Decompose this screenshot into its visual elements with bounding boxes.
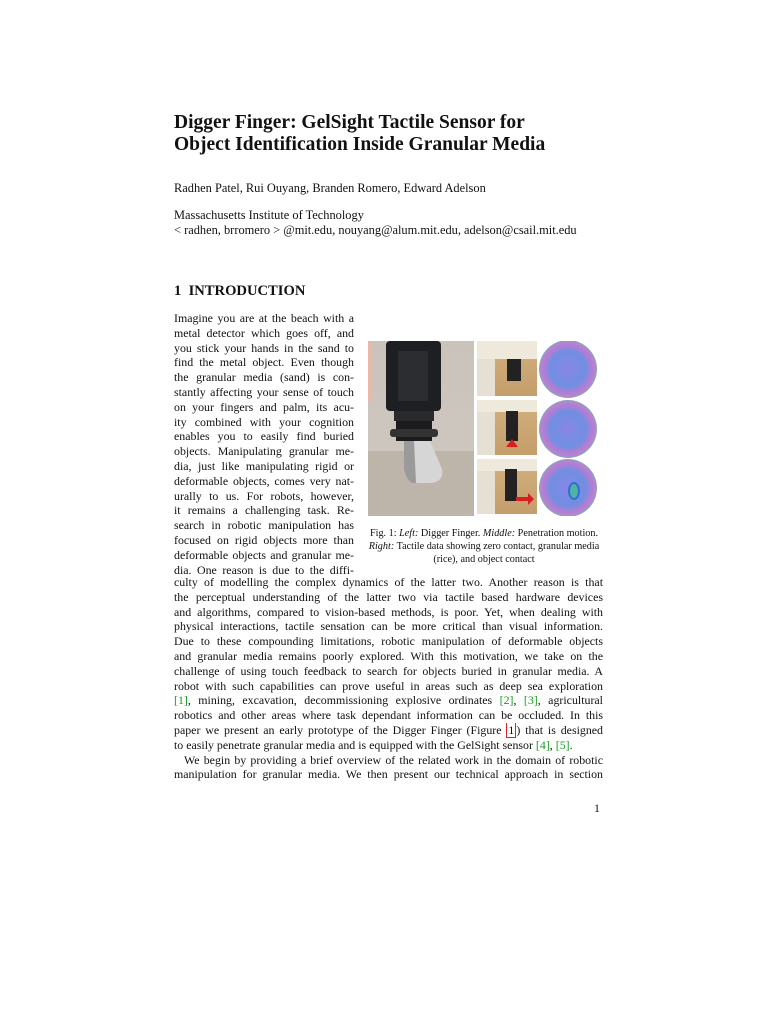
text-line: search in robotic manipulation has (174, 518, 354, 533)
citation-link[interactable]: [5] (555, 737, 570, 752)
caption-text: Penetration motion. (515, 528, 599, 539)
emails: < radhen, brromero > @mit.edu, nouyang@alum.mit.edu, adelson@csail.mit.edu (174, 223, 577, 237)
line-text: , mining, excavation, decommissioning explosive ordinates (187, 693, 500, 708)
line-text: paper we present an early prototype of the Digger Finger (Figure (174, 722, 507, 737)
text-line: robotics and other areas where task dependant information can be occluded. In this (174, 708, 603, 723)
paper-title (174, 112, 614, 156)
text-line: challenge of using touch feedback to search for objects buried in granular media. A (174, 663, 603, 678)
text-line: We begin by providing a brief overview of the related work in the domain of robotic (184, 752, 603, 767)
text-line: it remains a challenging task. Re- (174, 503, 354, 518)
caption-text: Tactile data showing zero contact, granular media (rice), and object contact (394, 541, 600, 565)
line-text: . (569, 737, 573, 752)
title-line-1: Digger Finger: GelSight Tactile Sensor for (174, 112, 525, 133)
line-text: , (549, 737, 556, 752)
text-line: focused on rigid objects more than (174, 532, 354, 547)
text-line: Due to these compounding limitations, robotic manipulation of deformable objects (174, 634, 603, 649)
intro-narrow-column (174, 311, 354, 577)
text-line: the granular media (sand) is con- (174, 370, 354, 385)
text-line (174, 723, 603, 738)
figure-1-caption (368, 527, 600, 566)
caption-text: Fig. 1: (369, 528, 400, 539)
intro-wide-column (174, 575, 603, 782)
line-text: , (513, 693, 524, 708)
text-line: dia. One reason is due to the diffi- (174, 562, 354, 577)
line-text: ) that is designed (516, 722, 603, 737)
caption-right-label: Right: (368, 541, 395, 552)
section-number: 1 (174, 283, 182, 299)
text-line: deformable objects, comes very nat- (174, 473, 354, 488)
caption-left-label: Left: (399, 528, 419, 539)
text-line: stantly affecting your sense of touch (174, 384, 354, 399)
text-line: urally to us. For robots, however, (174, 488, 354, 503)
text-line: find the metal object. Even though (174, 355, 354, 370)
penetration-motion-frames (477, 341, 537, 514)
figure-1-image (368, 341, 600, 516)
title-line-2: Object Identification Inside Granular Media (174, 134, 546, 155)
citation-link[interactable]: [4] (535, 737, 550, 752)
page-number: 1 (594, 801, 600, 815)
tactile-data-images (539, 341, 597, 516)
text-line: objects. Manipulating granular me- (174, 444, 354, 459)
line-text: , agricultural (537, 693, 603, 708)
text-line: ity combined with your cognition (174, 414, 354, 429)
text-line: deformable objects and granular me- (174, 547, 354, 562)
text-line: on your fingers and palm, its acu- (174, 399, 354, 414)
text-line: manipulation for granular media. We then present our technical approach in section (174, 767, 603, 782)
text-line: culty of modelling the complex dynamics of the latter two. Another reason is that (174, 575, 603, 589)
citation-link[interactable]: [3] (523, 693, 538, 708)
affiliation-block (174, 208, 577, 238)
text-line: you stick your hands in the sand to (174, 340, 354, 355)
citation-link[interactable]: [2] (499, 693, 514, 708)
text-line (174, 693, 603, 708)
caption-text: Digger Finger. (418, 528, 483, 539)
caption-middle-label: Middle: (482, 528, 516, 539)
citation-link[interactable]: [1] (174, 693, 188, 708)
section-title: INTRODUCTION (188, 283, 306, 299)
affiliation: Massachusetts Institute of Technology (174, 208, 364, 222)
figure-reference-link[interactable]: 1 (508, 722, 515, 737)
text-line (174, 738, 603, 753)
text-line: and granular media remains poorly explored. With this motivation, we take on the (174, 648, 603, 663)
text-line: the perceptual understanding of the latter two via tactile based hardware devices (174, 589, 603, 604)
text-line: dia, just like manipulating rigid or (174, 458, 354, 473)
text-line: physical interactions, tactile sensation can be more critical than visual information. (174, 619, 603, 634)
text-line: metal detector which goes off, and (174, 325, 354, 340)
digger-finger-photo (368, 341, 474, 516)
text-line: Imagine you are at the beach with a (174, 311, 354, 325)
text-line: enables you to easily find buried (174, 429, 354, 444)
line-text: to easily penetrate granular media and is equipped with the GelSight sensor (174, 737, 536, 752)
section-heading (174, 283, 305, 300)
author-list: Radhen Patel, Rui Ouyang, Branden Romero, Edward Adelson (174, 181, 486, 195)
text-line: robot with such capabilities can prove useful in areas such as deep sea exploration (174, 678, 603, 693)
text-line: and algorithms, compared to vision-based methods, is poor. Yet, when dealing with (174, 604, 603, 619)
